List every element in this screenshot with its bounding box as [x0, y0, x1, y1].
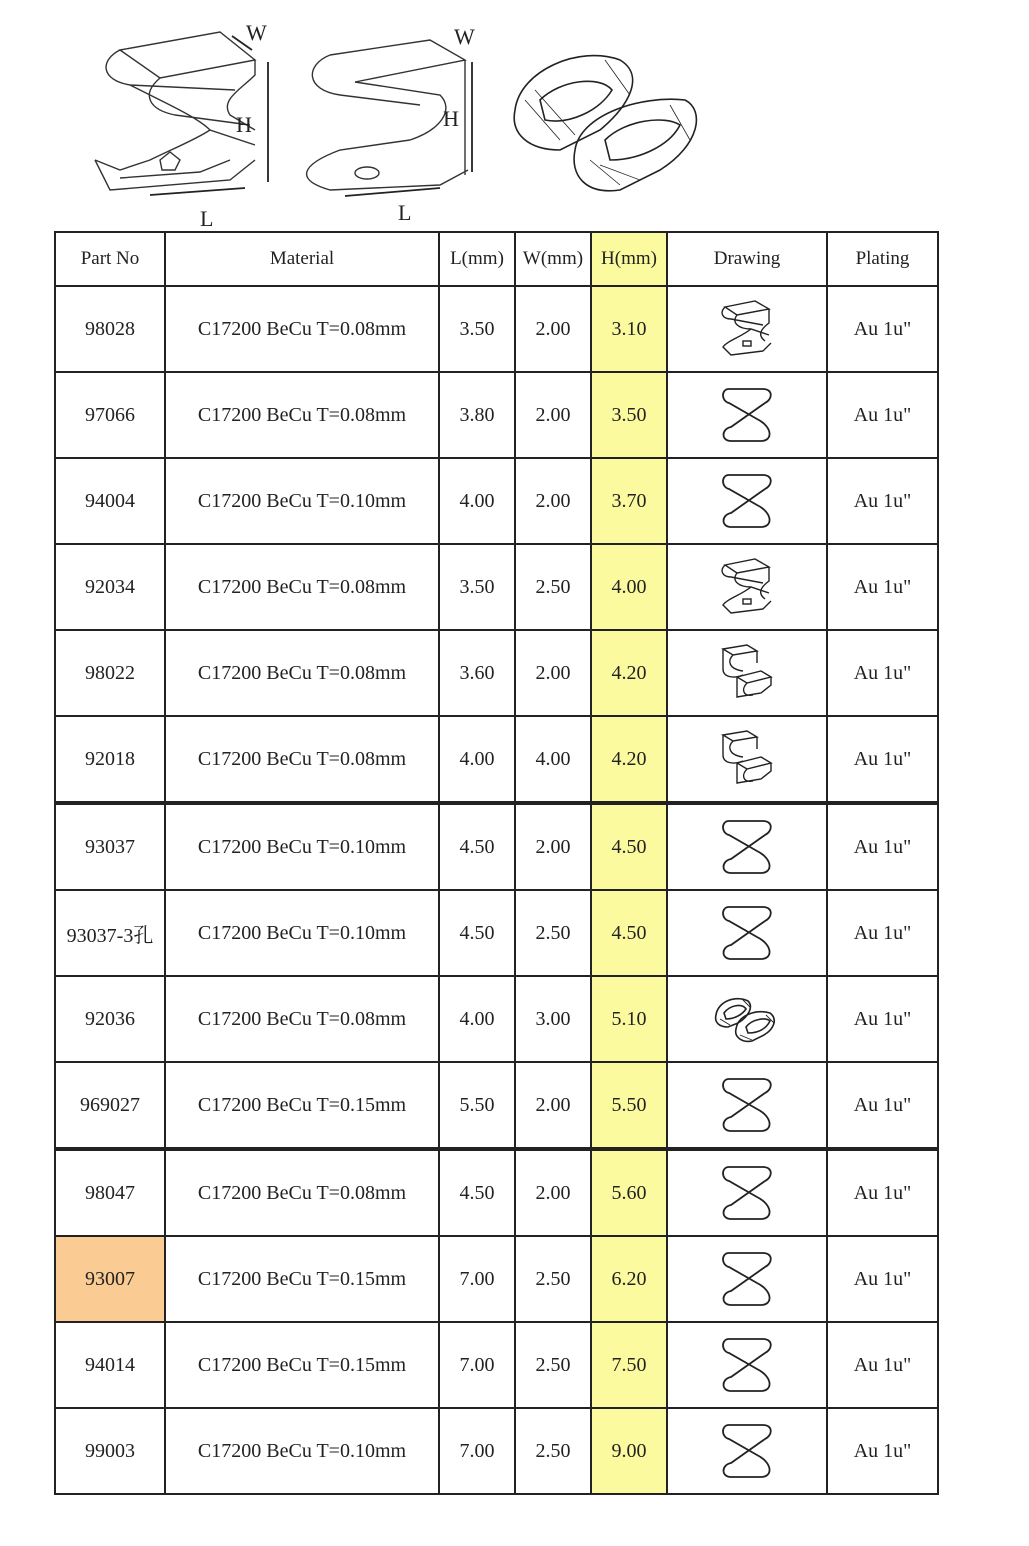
plating-cell: Au 1u"	[827, 890, 938, 976]
l-cell: 7.00	[439, 1408, 515, 1494]
h-cell: 4.50	[591, 890, 667, 976]
table-row	[55, 1149, 938, 1236]
part-no-cell: 92034	[55, 544, 165, 630]
w-cell: 2.50	[515, 1408, 591, 1494]
h-cell: 4.20	[591, 716, 667, 803]
h-cell: 4.50	[591, 803, 667, 890]
col-w: W(mm)	[515, 232, 591, 286]
l-cell: 3.50	[439, 286, 515, 372]
plating-cell: Au 1u"	[827, 976, 938, 1062]
part-no-cell: 97066	[55, 372, 165, 458]
h-cell: 3.50	[591, 372, 667, 458]
drawing-cell	[667, 630, 827, 716]
h-cell: 3.10	[591, 286, 667, 372]
l-cell: 4.00	[439, 976, 515, 1062]
h-cell: 3.70	[591, 458, 667, 544]
part-no-cell: 99003	[55, 1408, 165, 1494]
s-profile-icon	[668, 383, 826, 447]
plating-cell: Au 1u"	[827, 1408, 938, 1494]
w-cell: 2.50	[515, 890, 591, 976]
s-profile-icon	[668, 901, 826, 965]
l-cell: 7.00	[439, 1322, 515, 1408]
part-no-cell: 92018	[55, 716, 165, 803]
plating-cell: Au 1u"	[827, 1322, 938, 1408]
table-row	[55, 458, 938, 544]
w-cell: 2.00	[515, 1062, 591, 1149]
material-cell: C17200 BeCu T=0.10mm	[165, 1408, 439, 1494]
iso-loop-clip-icon	[668, 727, 826, 791]
material-cell: C17200 BeCu T=0.08mm	[165, 716, 439, 803]
plating-cell: Au 1u"	[827, 630, 938, 716]
iso-s-clip-icon	[668, 297, 826, 361]
col-drawing: Drawing	[667, 232, 827, 286]
label-w-2: W	[454, 24, 475, 49]
drawing-cell	[667, 458, 827, 544]
l-cell: 5.50	[439, 1062, 515, 1149]
plating-cell: Au 1u"	[827, 372, 938, 458]
h-cell: 7.50	[591, 1322, 667, 1408]
plating-cell: Au 1u"	[827, 1149, 938, 1236]
material-cell: C17200 BeCu T=0.08mm	[165, 1149, 439, 1236]
plating-cell: Au 1u"	[827, 286, 938, 372]
l-cell: 4.50	[439, 1149, 515, 1236]
w-cell: 2.00	[515, 286, 591, 372]
s-profile-icon	[668, 1073, 826, 1137]
w-cell: 2.00	[515, 630, 591, 716]
table-row	[55, 1322, 938, 1408]
col-l: L(mm)	[439, 232, 515, 286]
material-cell: C17200 BeCu T=0.10mm	[165, 890, 439, 976]
iso-loop-clip-icon	[668, 641, 826, 705]
w-cell: 2.50	[515, 1322, 591, 1408]
label-h-2: H	[443, 106, 459, 131]
h-cell: 5.60	[591, 1149, 667, 1236]
material-cell: C17200 BeCu T=0.10mm	[165, 458, 439, 544]
w-cell: 4.00	[515, 716, 591, 803]
part-no-cell: 93037	[55, 803, 165, 890]
drawing-cell	[667, 890, 827, 976]
material-cell: C17200 BeCu T=0.08mm	[165, 286, 439, 372]
material-cell: C17200 BeCu T=0.15mm	[165, 1236, 439, 1322]
part-no-cell: 93007	[55, 1236, 165, 1322]
plating-cell: Au 1u"	[827, 544, 938, 630]
h-cell: 4.00	[591, 544, 667, 630]
drawing-cell	[667, 1236, 827, 1322]
h-cell: 6.20	[591, 1236, 667, 1322]
table-row	[55, 890, 938, 976]
l-cell: 3.50	[439, 544, 515, 630]
material-cell: C17200 BeCu T=0.08mm	[165, 630, 439, 716]
w-cell: 2.50	[515, 1236, 591, 1322]
plating-cell: Au 1u"	[827, 1236, 938, 1322]
l-cell: 4.00	[439, 716, 515, 803]
h-cell: 5.10	[591, 976, 667, 1062]
drawing-cell	[667, 803, 827, 890]
drawing-cell	[667, 1408, 827, 1494]
drawing-cell	[667, 976, 827, 1062]
col-part-no: Part No	[55, 232, 165, 286]
material-cell: C17200 BeCu T=0.15mm	[165, 1062, 439, 1149]
part-no-cell: 94004	[55, 458, 165, 544]
label-h: H	[236, 112, 252, 137]
s-profile-icon	[668, 1161, 826, 1225]
material-cell: C17200 BeCu T=0.08mm	[165, 372, 439, 458]
l-cell: 7.00	[439, 1236, 515, 1322]
w-cell: 2.00	[515, 803, 591, 890]
table-row	[55, 1408, 938, 1494]
l-cell: 4.50	[439, 890, 515, 976]
table-row	[55, 976, 938, 1062]
material-cell: C17200 BeCu T=0.10mm	[165, 803, 439, 890]
table-header	[55, 232, 938, 286]
part-no-cell: 98028	[55, 286, 165, 372]
s-profile-icon	[668, 1247, 826, 1311]
material-cell: C17200 BeCu T=0.15mm	[165, 1322, 439, 1408]
table-row	[55, 1062, 938, 1149]
table-row	[55, 803, 938, 890]
drawing-cell	[667, 286, 827, 372]
double-loop-icon	[668, 993, 826, 1045]
label-w: W	[246, 20, 267, 45]
part-no-cell: 92036	[55, 976, 165, 1062]
w-cell: 3.00	[515, 976, 591, 1062]
s-profile-icon	[668, 1333, 826, 1397]
s-profile-icon	[668, 469, 826, 533]
spec-table	[54, 231, 939, 1495]
w-cell: 2.00	[515, 372, 591, 458]
w-cell: 2.50	[515, 544, 591, 630]
plating-cell: Au 1u"	[827, 716, 938, 803]
col-plating: Plating	[827, 232, 938, 286]
h-cell: 4.20	[591, 630, 667, 716]
drawing-cell	[667, 1062, 827, 1149]
drawing-cell	[667, 372, 827, 458]
col-h: H(mm)	[591, 232, 667, 286]
s-profile-icon	[668, 815, 826, 879]
iso-s-clip-icon	[668, 555, 826, 619]
label-l-2: L	[398, 200, 412, 225]
l-cell: 3.60	[439, 630, 515, 716]
part-no-cell: 98022	[55, 630, 165, 716]
dimension-illustrations	[0, 0, 1029, 232]
table-row	[55, 544, 938, 630]
drawing-cell	[667, 716, 827, 803]
iso-s-clip-figure	[95, 32, 255, 190]
drawing-cell	[667, 544, 827, 630]
l-cell: 4.50	[439, 803, 515, 890]
col-material: Material	[165, 232, 439, 286]
plating-cell: Au 1u"	[827, 458, 938, 544]
l-cell: 3.80	[439, 372, 515, 458]
plating-cell: Au 1u"	[827, 1062, 938, 1149]
h-cell: 9.00	[591, 1408, 667, 1494]
l-cell: 4.00	[439, 458, 515, 544]
label-l: L	[200, 206, 214, 231]
table-row	[55, 716, 938, 803]
material-cell: C17200 BeCu T=0.08mm	[165, 544, 439, 630]
double-loop-figure	[514, 56, 696, 191]
h-cell: 5.50	[591, 1062, 667, 1149]
table-row	[55, 372, 938, 458]
part-no-cell: 94014	[55, 1322, 165, 1408]
part-no-cell: 98047	[55, 1149, 165, 1236]
plating-cell: Au 1u"	[827, 803, 938, 890]
part-no-cell: 969027	[55, 1062, 165, 1149]
table-row	[55, 630, 938, 716]
part-no-cell: 93037-3孔	[55, 890, 165, 976]
drawing-cell	[667, 1149, 827, 1236]
table-row	[55, 1236, 938, 1322]
w-cell: 2.00	[515, 1149, 591, 1236]
material-cell: C17200 BeCu T=0.08mm	[165, 976, 439, 1062]
table-row	[55, 286, 938, 372]
drawing-cell	[667, 1322, 827, 1408]
s-profile-icon	[668, 1419, 826, 1483]
w-cell: 2.00	[515, 458, 591, 544]
